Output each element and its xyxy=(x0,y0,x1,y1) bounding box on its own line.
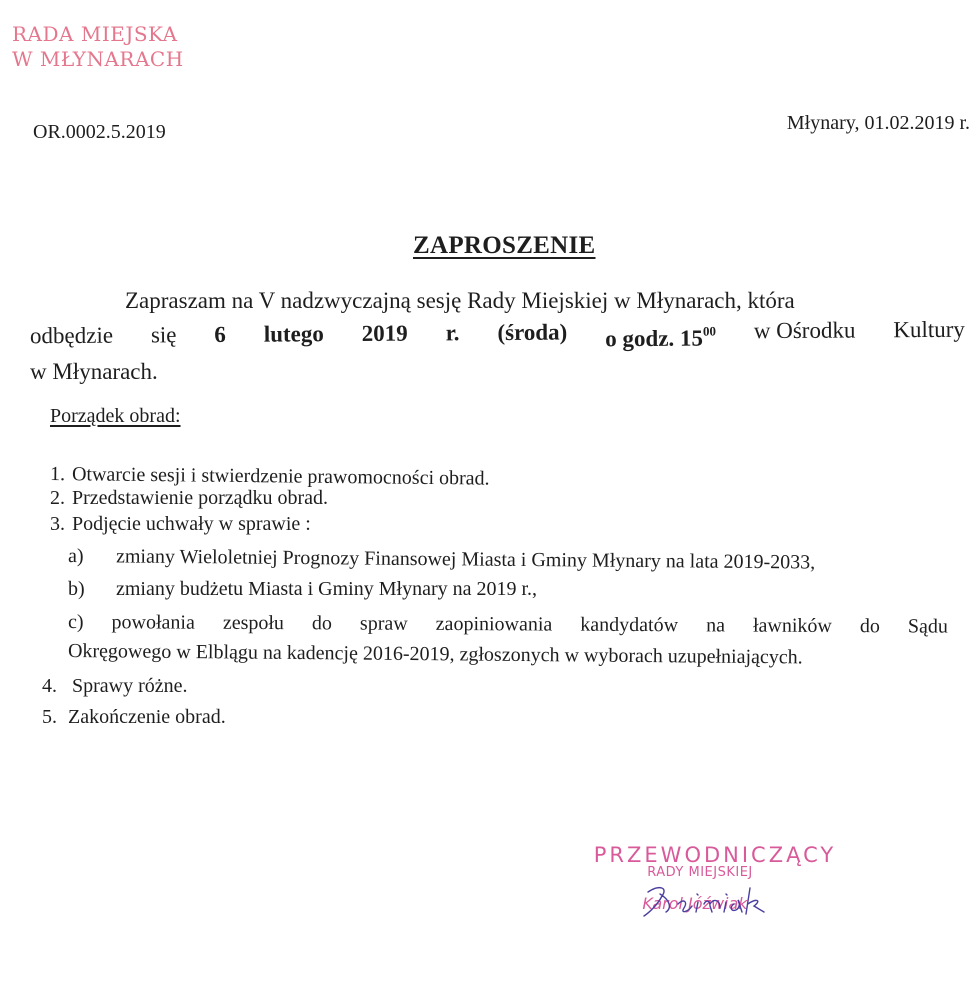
word: spraw xyxy=(359,612,408,635)
agenda-item-3 xyxy=(50,513,311,536)
word: kandydatów xyxy=(580,613,679,637)
handwritten-signature-icon xyxy=(640,882,790,922)
intro-line-2 xyxy=(30,314,965,360)
item-number: 2. xyxy=(50,487,65,509)
stamp-line-2: W MŁYNARACH xyxy=(12,47,184,71)
intro-word: odbędzie xyxy=(29,322,114,349)
word: zespołu xyxy=(222,611,285,635)
item-text: Sprawy różne. xyxy=(72,675,188,697)
reference-number: OR.0002.5.2019 xyxy=(33,121,166,143)
stamp-line-1: RADA MIEJSKA xyxy=(12,22,178,46)
date-suffix: r. xyxy=(445,320,460,346)
intro-word: w Ośrodku xyxy=(753,317,856,344)
date-month: lutego xyxy=(263,321,324,347)
stamp-organization: RADY MIEJSKIEJ xyxy=(647,865,753,880)
agenda-subitem-c-continuation: Okręgowego w Elblągu na kadencję 2016-2019, zgłoszonych w wyborach uzupełniających. xyxy=(67,640,803,669)
session-time xyxy=(605,315,716,355)
document-title: ZAPROSZENIE xyxy=(413,232,596,259)
item-number: 1. xyxy=(49,463,66,486)
date-year: 2019 xyxy=(361,320,408,346)
subitem-label: b) xyxy=(68,578,85,600)
subitem-text: zmiany Wieloletniej Prognozy Finansowej Miasta i Gminy Młynary na lata 2019-2033, xyxy=(115,545,816,574)
item-text: Podjęcie uchwały w sprawie : xyxy=(72,513,311,535)
intro-line-1: Zapraszam na V nadzwyczajną sesję Rady Miejskiej w Młynarach, która xyxy=(125,288,795,313)
agenda-item-5 xyxy=(42,706,226,729)
item-text: Przedstawienie porządku obrad. xyxy=(72,487,329,509)
word: do xyxy=(311,612,333,635)
subitem-label: c) xyxy=(67,611,84,634)
agenda-subitem-a xyxy=(68,545,815,575)
subitem-text: zmiany budżetu Miasta i Gminy Młynary na 2019 r., xyxy=(116,578,538,600)
intro-word: się xyxy=(150,322,177,348)
intro-paragraph xyxy=(30,285,965,388)
item-text: Zakończenie obrad. xyxy=(68,706,226,728)
place-date: Młynary, 01.02.2019 r. xyxy=(786,112,970,134)
intro-word: Kultury xyxy=(893,316,965,343)
agenda-item-2 xyxy=(50,487,328,510)
word: powołania xyxy=(111,611,195,634)
subitem-c-line-1 xyxy=(68,611,948,639)
word: ławników xyxy=(752,614,832,637)
item-text: Otwarcie sesji i stwierdzenie prawomocności obrad. xyxy=(71,463,490,490)
intro-line-3: w Młynarach. xyxy=(30,359,158,384)
word: do xyxy=(859,615,880,638)
date-day: 6 xyxy=(214,321,226,347)
stamp-role: PRZEWODNICZĄCY xyxy=(593,843,837,867)
subitem-label: a) xyxy=(67,545,84,568)
item-number: 5. xyxy=(42,706,57,728)
council-stamp xyxy=(12,22,184,72)
stamp-name: Karol Jóźwiak xyxy=(642,894,748,913)
agenda-item-4 xyxy=(42,675,188,698)
date-weekday: (środa) xyxy=(497,319,568,346)
agenda-subitem-c xyxy=(68,611,948,639)
word: Sądu xyxy=(907,615,948,638)
agenda-subitem-b xyxy=(68,578,537,601)
item-number: 3. xyxy=(50,513,65,535)
word: zaopiniowania xyxy=(435,612,553,636)
agenda-label: Porządek obrad: xyxy=(50,405,181,427)
word: na xyxy=(706,614,726,637)
item-number: 4. xyxy=(42,675,57,697)
time-minutes: 00 xyxy=(702,323,716,339)
time-hour: o godz. 15 xyxy=(605,325,704,352)
